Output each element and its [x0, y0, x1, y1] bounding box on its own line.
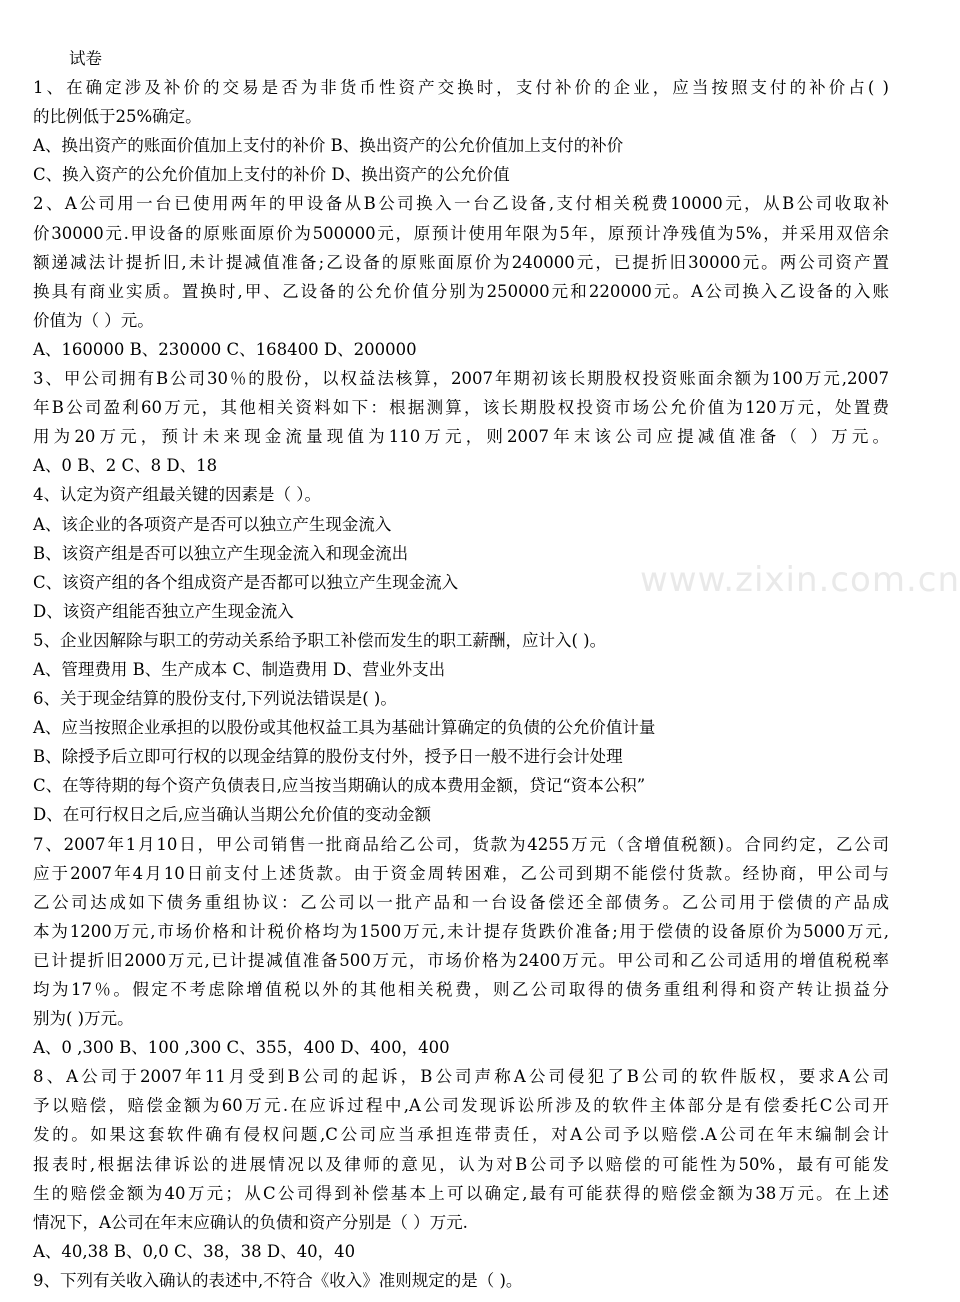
- text-line: 发的。如果这套软件确有侵权问题,C公司应当承担连带责任，对A公司予以赔偿.A公司在年末编制会计: [33, 1125, 889, 1145]
- text-line: A、应当按照企业承担的以股份或其他权益工具为基础计算确定的负债的公允价值计量: [33, 718, 656, 738]
- text-line: A、换出资产的账面价值加上支付的补价 B、换出资产的公允价值加上支付的补价: [33, 136, 624, 156]
- question-body: [33, 73, 889, 1295]
- text-line: 换具有商业实质。置换时,甲、乙设备的公允价值分别为250000元和220000元。A公司换入乙设备的入账: [33, 281, 889, 301]
- text-line: 1、在确定涉及补价的交易是否为非货币性资产交换时，支付补价的企业，应当按照支付的补价占( ): [33, 78, 889, 98]
- text-line: 6、关于现金结算的股份支付,下列说法错误是( )。: [33, 689, 397, 709]
- doc-title: 试卷: [69, 49, 102, 68]
- text-line: B、除授予后立即可行权的以现金结算的股份支付外，授予日一般不进行会计处理: [33, 747, 623, 767]
- exam-document: [33, 44, 889, 1295]
- text-line: 8、A公司于2007年11月受到B公司的起诉，B公司声称A公司侵犯了B公司的软件版权，要求A公司: [33, 1067, 889, 1087]
- text-line: 别为( )万元。: [33, 1009, 134, 1029]
- text-line: 年B公司盈利60万元，其他相关资料如下：根据测算，该长期股权投资市场公允价值为120万元，处置费: [33, 398, 889, 418]
- text-line: 乙公司达成如下债务重组协议：乙公司以一批产品和一台设备偿还全部债务。乙公司用于偿债的产品成: [33, 892, 889, 912]
- text-line: 5、企业因解除与职工的劳动关系给予职工补偿而发生的职工薪酬，应计入( )。: [33, 630, 607, 650]
- text-line: 应于2007年4月10日前支付上述货款。由于资金周转困难，乙公司到期不能偿付货款。经协商，甲公司与: [33, 863, 889, 883]
- text-line: D、该资产组能否独立产生现金流入: [33, 601, 294, 621]
- text-line: C、该资产组的各个组成资产是否都可以独立产生现金流入: [33, 572, 459, 592]
- text-line: A、该企业的各项资产是否可以独立产生现金流入: [33, 514, 392, 534]
- text-line: 的比例低于25%确定。: [33, 107, 202, 127]
- text-line: A、管理费用 B、生产成本 C、制造费用 D、营业外支出: [33, 659, 446, 679]
- watermark: www.zixin.com.cn: [640, 560, 960, 600]
- text-line: 报表时,根据法律诉讼的进展情况以及律师的意见，认为对B公司予以赔偿的可能性为50%，最有可能发: [33, 1154, 889, 1174]
- text-line: 7、2007年1月10日，甲公司销售一批商品给乙公司，货款为4255万元（含增值税额)。合同约定，乙公司: [33, 834, 889, 854]
- text-line: A、0 ,300 B、100 ,300 C、355，400 D、400，400: [33, 1038, 450, 1058]
- text-line: 额递减法计提折旧,未计提减值准备;乙设备的原账面原价为240000元，已提折旧30000元。两公司资产置: [33, 252, 889, 272]
- text-line: 均为17％。假定不考虑除增值税以外的其他相关税费，则乙公司取得的债务重组利得和资产转让损益分: [33, 980, 889, 999]
- text-line: 9、下列有关收入确认的表述中,不符合《收入》准则规定的是（ )。: [33, 1270, 523, 1290]
- text-line: 4、认定为资产组最关键的因素是（ ）。: [33, 485, 321, 505]
- text-line: D、在可行权日之后,应当确认当期公允价值的变动金额: [33, 805, 431, 825]
- text-line: A、40,38 B、0,0 C、38，38 D、40，40: [33, 1241, 356, 1261]
- text-line: 予以赔偿，赔偿金额为60万元.在应诉过程中,A公司发现诉讼所涉及的软件主体部分是有偿委托C公司开: [33, 1096, 889, 1116]
- text-line: 本为1200万元,市场价格和计税价格均为1500万元,未计提存货跌价准备;用于偿债的设备原价为5000万元,: [33, 921, 889, 941]
- text-line: 3、甲公司拥有B公司30％的股份，以权益法核算，2007年期初该长期股权投资账面余额为100万元,2007: [33, 369, 889, 389]
- text-line: B、该资产组是否可以独立产生现金流入和现金流出: [33, 543, 409, 563]
- text-line: A、0 B、2 C、8 D、18: [33, 456, 218, 476]
- text-line: A、160000 B、230000 C、168400 D、200000: [33, 339, 417, 359]
- text-line: C、在等待期的每个资产负债表日,应当按当期确认的成本费用金额，贷记“资本公积”: [33, 776, 646, 796]
- text-line: 价30000元.甲设备的原账面原价为500000元，原预计使用年限为5年，原预计净残值为5%，并采用双倍余: [33, 223, 889, 243]
- text-line: 2、A公司用一台已使用两年的甲设备从B公司换入一台乙设备,支付相关税费10000元，从B公司收取补: [33, 194, 889, 214]
- text-line: 生的赔偿金额为40万元；从C公司得到补偿基本上可以确定,最有可能获得的赔偿金额为38万元。在上述: [33, 1183, 889, 1203]
- text-line: 已计提折旧2000万元,已计提减值准备500万元，市场价格为2400万元。甲公司和乙公司适用的增值税税率: [33, 950, 889, 970]
- text-line: 情况下，A公司在年末应确认的负债和资产分别是（ ）万元.: [33, 1212, 468, 1232]
- text-line: 价值为（ ）元。: [33, 310, 154, 330]
- text-line: C、换入资产的公允价值加上支付的补价 D、换出资产的公允价值: [33, 165, 510, 185]
- text-line: 用为20万元，预计未来现金流量现值为110万元，则2007年末该公司应提减值准备（ ）万元。: [33, 427, 889, 447]
